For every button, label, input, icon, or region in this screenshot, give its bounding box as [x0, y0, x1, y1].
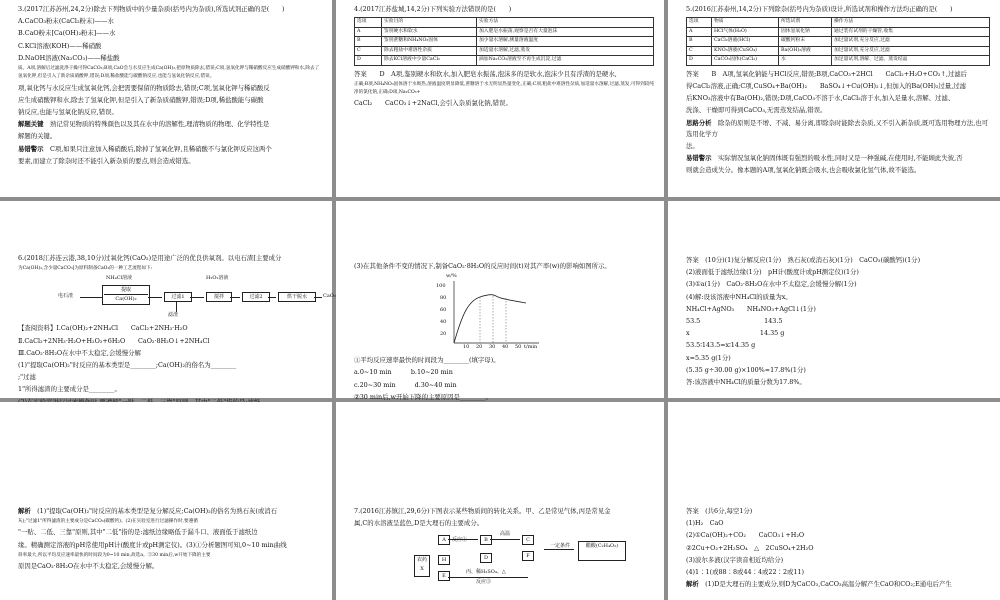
- reference-1: 【查阅资料】Ⅰ.Ca(OH)₂+2NH₄Cl CaCl₂+2NH₃·H₂O: [18, 324, 188, 333]
- cell: A: [687, 27, 712, 37]
- y-tick: 60: [440, 307, 447, 314]
- flow-label: H₂O₂溶液: [206, 275, 229, 282]
- table-row: [687, 46, 990, 56]
- cell: KNO₃溶液(CuSO₄): [712, 46, 779, 56]
- process-flow-diagram: [18, 275, 336, 321]
- sub-question-1b: ;"过滤: [18, 373, 36, 382]
- cell: 除去KCl溶液中少量CaCl₂: [382, 56, 477, 66]
- flow-arrow: [314, 297, 322, 298]
- reaction-label: 丙、稀H₂SO₄、△: [466, 569, 506, 576]
- answer-line: (2)液面低于滤纸边缘(1分) pH计(酸度计或pH测定仪)(1分): [686, 268, 859, 277]
- answer-line: NH₄Cl+AgNO₃ NH₄NO₃+AgCl↓(1分): [686, 304, 816, 313]
- cell: Ba(OH)₂溶液: [779, 46, 832, 56]
- question-4: 4.(2017江苏盐城,14,2分)下列实验方法错误的是( ): [354, 5, 512, 13]
- flow-arrow: [148, 297, 162, 298]
- y-tick: 80: [440, 295, 447, 302]
- answer-line: 答案 (10分)(1)复分解反应(1分) 熟石灰(或消石灰)(1分) CaCO₃(碳酸钙)(1分): [686, 256, 921, 264]
- header-cell: 实验方法: [477, 18, 654, 28]
- cell: 加入肥皂水振荡,观察是否有大量泡沫: [477, 27, 654, 37]
- analysis-small: 灰);"过滤1"所得滤渣的主要成分是CaCO₃(碳酸钙)。(2)在实验室进行过滤操作时,要遵循: [18, 519, 198, 525]
- cell: 加适量水溶解,过滤,蒸发: [477, 46, 654, 56]
- header-cell: 实验目的: [382, 18, 477, 28]
- purification-table: [686, 17, 990, 66]
- cell: 通过装有试剂的干燥管,收集: [832, 27, 990, 37]
- page-2: [336, 0, 664, 197]
- cell: 滴加Na₂CO₃溶液至不再生成沉淀,过滤: [477, 56, 654, 66]
- analysis-text: (1)D是大理石的主要成分,则D为CaCO₃,CaCO₃高温分解产生CaO和CO₂;E通电后产生: [705, 580, 952, 589]
- x-tick: 10: [463, 344, 470, 351]
- reference-3: Ⅲ.CaO₂·8H₂O在水中不太稳定,会缓慢分解: [18, 348, 141, 357]
- flow-label: 滤渣: [168, 312, 179, 319]
- analysis-title: 解析: [18, 507, 31, 515]
- answer: 得CaCl₂溶液,正确;C项,CuSO₄+Ba(OH)₂ BaSO₄↓+Cu(OH)₂↓,但加入的Ba(OH)₂过量,过滤: [686, 81, 967, 90]
- answer: 答案 B A项,氢氧化钠能与HCl反应,错误;B项,CaCO₃+2HCl CaCl₂+H₂O+CO₂↑,过滤后: [686, 69, 968, 78]
- table-header: [355, 18, 654, 28]
- conversion-diagram: [354, 531, 654, 587]
- sub-question-3-1: ①平均反应速率最快的时间段为________(填字母)。: [354, 356, 500, 365]
- cell: CaCl₂溶液(HCl): [712, 37, 779, 47]
- analysis-line: "一贴、二低、三靠"原则,其中"二低"指的是:滤纸边缘略低于漏斗口、液面低于滤纸边: [18, 528, 258, 537]
- analysis-line: 原因是CaO₂·8H₂O在水中不太稳定,会缓慢分解。: [18, 562, 159, 571]
- cell: C: [687, 46, 712, 56]
- graph-svg: [434, 275, 544, 355]
- cell: 加足量试剂,溶解、过滤、蒸发结晶: [832, 56, 990, 66]
- answer-line: (5.35 g÷30.00 g)×100%≈17.8%(1分): [686, 365, 806, 374]
- warning-title: 易错警示: [686, 154, 712, 163]
- flow-box-sub: Ca(OH)₂: [104, 294, 148, 303]
- sub-question-1c: 1"所得滤渣的主要成分是________。: [18, 385, 121, 394]
- cell: C: [355, 46, 382, 56]
- experiment-table: [354, 17, 654, 66]
- question-6-cont: 为Ca(OH)₂,含少量CaCO₃]为原料制备CaO₂的一种工艺流程如下:: [18, 266, 153, 272]
- table-row: [355, 56, 654, 66]
- warning: [686, 153, 990, 164]
- answer-line: (3)波尔多液(汉字读音相近均给分): [686, 555, 784, 564]
- answer-line: (4)1∶1(或88∶8或44∶4或22∶2或11): [686, 568, 805, 577]
- page-3: [668, 0, 1000, 197]
- answer-line: x=5.35 g(1分): [686, 353, 731, 362]
- question-7-cont: 属,C的水溶液呈蓝色,D是大理石的主要成分。: [354, 519, 484, 528]
- answer: 答案 D A项,鉴别硬水和软水,加入肥皂水振荡,泡沫多的是软水,泡沫少且有浮渣的是硬水,: [354, 69, 617, 78]
- warning-text: C项,如果只注意加入稀硝酸后,除掉了氢氧化钾,且稀硝酸不与氯化钾反应这两个: [49, 144, 272, 153]
- page-5: [336, 201, 664, 401]
- option-row: a.0~10 min b.10~20 min: [354, 368, 453, 377]
- page-8: [336, 402, 664, 600]
- option-b: B.CaO粉末[Ca(OH)₂粉末]——水: [18, 29, 116, 38]
- table-row: [355, 37, 654, 47]
- key-point: [18, 119, 322, 130]
- yield-curve: [454, 295, 526, 343]
- question-6: 6.(2018江苏连云港,38,10分)过氧化钙(CaO₂)是用途广泛的优良供氧剂。以电石渣[主要成分: [18, 254, 282, 262]
- warning-text: 实际情况氢氧化钠固体既有强烈的吸水性,同时又是一种强碱,在使用时,不能顾此失彼,否: [717, 154, 963, 163]
- flow-box-extract: [102, 285, 150, 305]
- answer-line: 答案 (共6分,每空1分): [686, 507, 753, 515]
- flow-arrow: [190, 297, 204, 298]
- table-row: [355, 27, 654, 37]
- warning-title: 易错警示: [18, 144, 44, 153]
- cell: 水: [779, 56, 832, 66]
- cell: A: [355, 27, 382, 37]
- answer-line: ②2Cu+O₂+2H₂SO₄ △ 2CuSO₄+2H₂O: [686, 543, 814, 552]
- flow-box-filter2: 过滤2: [242, 292, 270, 302]
- answer-line: (2)①Ca(OH)₂+CO₂ CaCO₃↓+H₂O: [686, 531, 805, 540]
- flow-label: CaO₂: [323, 293, 336, 300]
- cell: 碳酸钙粉末: [779, 37, 832, 47]
- answer-small: 正确;B项,NH₄NO₃固体溶于水吸热,溶液温度明显降低,蔗糖溶于水无明显热量变化,正确;C项,粗盐中难溶性杂质,加适量水溶解,过滤,蒸发,可得到较纯净的氯化钠,正确;D项,Na₂CO₃+: [354, 81, 654, 96]
- flow-arrow: [230, 297, 240, 298]
- reaction-label: 反应①: [452, 537, 468, 544]
- reaction-label: 反应③: [476, 579, 492, 586]
- method-analysis: [686, 118, 990, 140]
- x-tick: 40: [502, 344, 509, 351]
- node-d: D: [480, 553, 492, 563]
- flow-label: 电石渣: [58, 293, 74, 300]
- page-6: [668, 201, 1000, 398]
- warning-text-2: 要素,而建立了除杂时还不能引入新杂质的要点,则会造成错选。: [18, 156, 195, 165]
- reaction-label: 一定条件: [550, 543, 571, 550]
- page-9: [668, 402, 1000, 600]
- header-cell: 操作方法: [832, 18, 990, 28]
- answer: 洗涤、干燥即可得到CaCO₃,无需蒸发结晶,错误。: [686, 106, 827, 115]
- cell: 加过量试剂,充分反应,过滤: [832, 46, 990, 56]
- cell: D: [687, 56, 712, 66]
- analysis: [686, 579, 990, 590]
- method-text: 除杂的原则是不增、不减、易分离,即除杂时能除去杂质,又不引入新杂质,既可选用物理方法,也可选用化学方: [686, 118, 989, 138]
- cell: D: [355, 56, 382, 66]
- reaction-label: 高温: [500, 531, 511, 538]
- cell: HCl气体(H₂O): [712, 27, 779, 37]
- answer-line: (3)①a(1分) CaO₂·8H₂O在水中不太稳定,会缓慢分解(1分): [686, 280, 857, 289]
- analysis-text: (1)"提取Ca(OH)₂"时反应的基本类型是复分解反应;Ca(OH)₂的俗名为熟石灰(或消石: [37, 507, 278, 515]
- cell: 固体氢氧化钠: [779, 27, 832, 37]
- option-c: C.KCl溶液(KOH)——稀硝酸: [18, 41, 102, 50]
- x-axis-label: t/min: [524, 344, 538, 351]
- table-row: [687, 27, 990, 37]
- sub-question-3-2: ②30 min后,w开始下降的主要原因是________。: [354, 392, 492, 401]
- y-tick: 100: [436, 283, 446, 290]
- header-cell: 选项: [355, 18, 382, 28]
- table-row: [687, 56, 990, 66]
- key-text-2: 解题的关键。: [18, 132, 57, 141]
- answer-line: 53.5 143.5: [686, 317, 783, 326]
- option-d: D.NaOH溶液(Na₂CO₃)——稀盐酸: [18, 53, 120, 62]
- question-5: 5.(2016江苏泰州,14,2分)下列除杂(括号内为杂质)设计,所选试剂和操作方法均正确的是( ): [686, 5, 953, 13]
- cell: CaCO₃固体(CaCl₂): [712, 56, 779, 66]
- answer: 后KNO₃溶液中有Ba(OH)₂,错误;D项,CaCO₃不溶于水,CaCl₂溶于水,加入足量水,溶解、过滤、: [686, 94, 955, 103]
- answer-last: CaCl₂ CaCO₃↓+2NaCl,会引入杂质氯化钠,错误。: [354, 99, 512, 108]
- y-axis-label: w/%: [446, 273, 457, 280]
- analysis-small: 斜率最大,所以平均反应速率最快的时间段为0~10 min,故选a。②30 min后,w开始下降的主要: [18, 552, 211, 558]
- node-h: H: [438, 555, 450, 565]
- answer-line: 应生成硝酸钾和水,除去了氢氧化钾,但是引入了新杂质硝酸钾,错误;D项,稀盐酸能与碳酸: [18, 95, 264, 104]
- table-header: [687, 18, 990, 28]
- header-cell: 选项: [687, 18, 712, 28]
- analysis-line: 缘。精确测定溶液的pH常使用pH计(酸度计或pH测定仪)。(3)①分析题图可知,0~10 min曲线: [18, 540, 287, 549]
- flow-box-stir: 搅拌: [206, 292, 232, 302]
- analysis-title: 解析: [686, 580, 699, 589]
- y-tick: 40: [440, 319, 447, 326]
- answer-line: 钠反应,也能与氢氧化钠反应,错误。: [18, 107, 118, 116]
- node-c: C: [522, 535, 534, 545]
- cell: 鉴别硬水和软水: [382, 27, 477, 37]
- answer-line: (4)解:设该溶液中NH₄Cl的质量为x。: [686, 292, 792, 301]
- yield-time-graph: [434, 275, 544, 355]
- answer-line: x 14.35 g: [686, 329, 785, 338]
- y-tick: 20: [440, 331, 447, 338]
- flow-arrow: [490, 539, 520, 540]
- key-title: 解题关键: [18, 120, 44, 129]
- node-pesticide: 农药X: [414, 555, 430, 577]
- reference-2: Ⅱ.CaCl₂+2NH₃·H₂O+H₂O₂+6H₂O CaO₂·8H₂O↓+2NH₄Cl: [18, 336, 210, 345]
- cell: 鉴别蔗糖和NH₄NO₃固体: [382, 37, 477, 47]
- page-1: [0, 0, 332, 197]
- node-e: E: [438, 571, 450, 581]
- flow-arrow: [80, 297, 102, 298]
- page-4: [0, 201, 336, 398]
- x-tick: 30: [489, 344, 496, 351]
- cell: 除去粗盐中难溶性杂质: [382, 46, 477, 56]
- cell: B: [355, 37, 382, 47]
- question-7: 7.(2016江苏镇江,29,6分)下图表示某些物质间的转化关系。甲、乙是常见气体,丙是常见金: [354, 507, 611, 515]
- method-text-2: 法。: [686, 141, 699, 150]
- x-tick: 20: [476, 344, 483, 351]
- node-f: F: [522, 551, 534, 561]
- option-row: c.20~30 min d.30~40 min: [354, 380, 457, 389]
- answer-line: 53.5∶143.5=x∶14.35 g: [686, 341, 756, 350]
- node-a: A: [438, 535, 450, 545]
- node-b: B: [480, 535, 492, 545]
- flow-box-filter1: 过滤1: [164, 292, 192, 302]
- flow-line: [176, 302, 177, 312]
- cell: 加过量试剂,充分反应,过滤: [832, 37, 990, 47]
- analysis: [18, 506, 322, 517]
- x-tick: 50: [515, 344, 522, 351]
- question-3: 3.(2017江苏苏州,24,2分)除去下列物质中的少量杂质(括号内为杂质),所选试剂正确的是( ): [18, 5, 285, 13]
- flow-box-dry: 烘干脱水: [278, 292, 316, 302]
- option-a: A.CaCO₃粉末(CaCl₂粉末)——水: [18, 17, 114, 26]
- warning-text-2: 则就会造成失分。像本题的A项,氢氧化钠既会吸水,也会吸收氯化氢气体,故不能选。: [686, 166, 921, 175]
- flow-arrow: [268, 297, 276, 298]
- method-title: 思路分析: [686, 118, 712, 127]
- answer-small: 质。A项,溶解后过滤洗涤干燥可得CaCO₃;B项,CaO会与水反应生成Ca(OH)₂,把原物质除去,错误;C项,氢氧化钾与稀硝酸反应生成硝酸钾和水,除去了氢氧化钾,但是引入了新杂质硝酸钾,错误;D项,稀盐酸能与碳酸钠反应,也能与氢氧化钠反应,错误。: [18, 66, 320, 80]
- answer-line: (1)H₂ CaO: [686, 519, 724, 528]
- sub-question-1: (1)"提取Ca(OH)₂"时反应的基本类型是________;Ca(OH)₂的俗名为________: [18, 361, 237, 370]
- answer-line: 答:该溶液中NH₄Cl的质量分数为17.8%。: [686, 378, 806, 387]
- key-text: 熟记常见物质的特殊颜色以及其在水中的溶解性,理清物质的物理、化学特性是: [49, 120, 270, 129]
- answer-line: 项,氧化钙与水反应生成氢氧化钙,会把需要保留的物质除去,错误;C项,氢氧化钾与稀硝酸反: [18, 83, 270, 92]
- flow-box-label: 提取: [120, 287, 131, 294]
- header-cell: 物质: [712, 18, 779, 28]
- cell: 加少量水溶解,测量溶液温度: [477, 37, 654, 47]
- flow-arrow: [544, 549, 574, 550]
- sub-question-3: (3)在其他条件不变的情况下,制备CaO₂·8H₂O的反应时间(t)对其产率(w)的影响如图所示。: [354, 262, 611, 270]
- page-7: [0, 402, 332, 600]
- flow-arrow: [448, 539, 478, 540]
- flow-label: NH₄Cl溶液: [106, 275, 133, 282]
- header-cell: 所选试剂: [779, 18, 832, 28]
- node-acetic-acid: 醋酸(C₂H₄O₂): [578, 541, 626, 561]
- warning: [18, 144, 322, 155]
- cell: B: [687, 37, 712, 47]
- table-row: [687, 37, 990, 47]
- table-row: [355, 46, 654, 56]
